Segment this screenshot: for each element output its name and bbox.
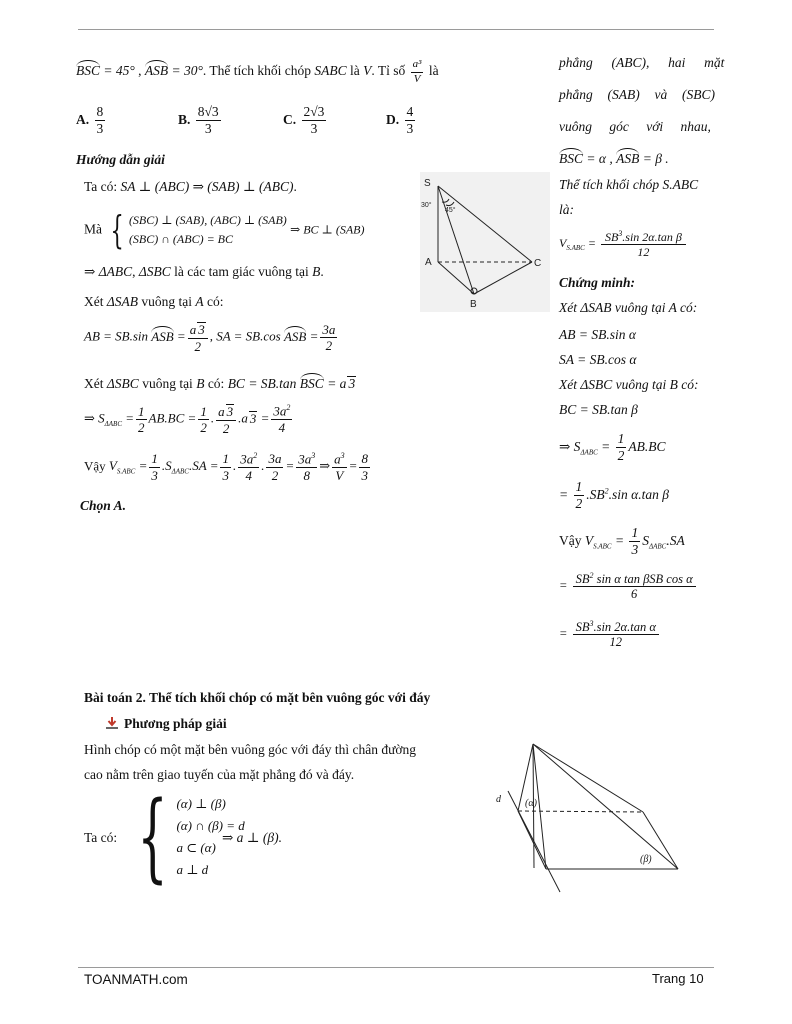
figure-1-background [420, 172, 550, 312]
footer-site[interactable]: TOANMATH.com [84, 972, 188, 987]
line-tri: ⇒ ΔABC, ΔSBC là các tam giác vuông tại B. [84, 264, 324, 279]
sys-row-4: a ⊥ d [176, 862, 209, 878]
right-p7: = $\frac{1}{2}$ $.SB^2.\sin$ α.tan β [559, 479, 669, 512]
right-p3: SA = SB.cos α [559, 352, 637, 367]
section2-title: Bài toán 2. Thể tích khối chóp có mặt bên vuông góc với đáy [84, 690, 431, 705]
right-l2: phẳng (SAB) và (SBC) [559, 87, 715, 102]
line-ma: Mà { (SBC) ⊥ (SAB), (ABC) ⊥ (SAB) (SBC) ∩ (ABC) = BC ⇒ BC ⊥ (SAB) [84, 208, 365, 253]
label-c: C [534, 258, 542, 269]
line-s: ⇒ $S_{\Delta ABC}$ = $\frac{1}{2}$ AB.BC = $\frac{1}{2}$ . $\frac{a 3}{2}$ .a 3 = $\frac{3a^2}{4}$ [84, 403, 291, 436]
label-s: S [424, 178, 431, 189]
line-ab: AB = SB.sin ASB = $\frac{a 3}{2}$ , SA = SB.cos ASB = $\frac{3a}{2}$ [84, 321, 336, 354]
sys-row-3: a ⊂ (α) [176, 840, 216, 855]
footer-rule [78, 967, 714, 968]
ma-row1: (SBC) ⊥ (SAB), (ABC) ⊥ (SAB) [128, 213, 287, 227]
answer: Chọn A. [80, 498, 127, 513]
right-l3: vuông góc với nhau, [559, 119, 711, 134]
intro-line: BSC = 45° , ASB = 30°. Thể tích khối chóp SABC là V. Tỉ số $\frac{\text{a³}}{V}$ là [76, 58, 439, 85]
right-p9: = $\frac{SB^2 \sin \alpha \tan \beta SB \cos \alpha}{6}$ [559, 572, 698, 601]
right-l5: Thể tích khối chóp S.ABC [559, 177, 699, 192]
line-taco: Ta có: SA ⊥ (ABC) ⇒ (SAB) ⊥ (ABC). [84, 179, 297, 194]
base-back-edge-hidden [518, 811, 643, 812]
section2-result: ⇒ a ⊥ (β). [222, 830, 282, 845]
pyramid-figure-2 [488, 736, 698, 896]
intro-ratio-num: a³ [411, 59, 424, 73]
right-l4: BSC = α , ASB = β . [559, 148, 669, 167]
option-b[interactable]: B. $\frac{8√3}{3}$ [178, 104, 219, 137]
section2-text1: Hình chóp có một mặt bên vuông góc với đáy thì chân đường [84, 742, 417, 757]
label-d: d [496, 794, 501, 805]
section2-text2: cao nằm trên giao tuyến của mặt phẳng đó và đáy. [84, 767, 355, 782]
label-30: 30° [421, 202, 432, 209]
ma-result: ⇒ BC ⊥ (SAB) [290, 222, 365, 237]
section2-taco: Ta có: [84, 830, 118, 845]
line-xet-sab: Xét ΔSAB vuông tại A có: [84, 294, 224, 309]
right-p4: Xét ΔSBC vuông tại B có: [559, 377, 699, 392]
ma-row2: (SBC) ∩ (ABC) = BC [128, 232, 234, 247]
line-v: Vậy $V_{S.ABC}$ = $\frac{1}{3}$ $.S_{\Delta ABC}.SA$ = $\frac{1}{3}$ . $\frac{3a^2}{4}$ . $\frac{3a}{2}$ = $\frac{3a^3}{8}$ ⇒ $\frac{a^3}{V}$ = $\frac{8}{3}$ [84, 451, 368, 483]
right-p8: Vậy $V_{S.ABC}$ = $\frac{1}{3}$ $S_{\Delta ABC}.SA$ [559, 525, 685, 558]
option-a[interactable]: A. $\frac{8}{3}$ [76, 104, 104, 137]
label-alpha: (α) [525, 798, 537, 809]
header-rule [78, 29, 714, 30]
plane-alpha-bottom [518, 811, 546, 869]
label-b: B [470, 299, 477, 310]
intro-tail: là [428, 63, 439, 79]
sys-row-1: (α) ⊥ (β) [176, 795, 226, 811]
label-beta: (β) [640, 854, 652, 865]
sys-row-2: (α) ∩ (β) = d [176, 817, 245, 833]
apex-to-back-right [533, 744, 643, 812]
line-xet-sbc: Xét ΔSBC vuông tại B có: BC = SB.tan BSC = a 3 [84, 373, 356, 392]
right-l1: phẳng (ABC), hai mặt [559, 55, 725, 70]
intro-ratio-den: V [413, 72, 421, 85]
pyramid-figure-1 [420, 172, 550, 312]
section2-system: { (α) ⊥ (β) (α) ∩ (β) = d a ⊂ (α) a ⊥ d [137, 781, 245, 893]
label-a: A [425, 257, 432, 268]
label-45: 45° [445, 207, 456, 214]
solution-heading: Hướng dẫn giải [76, 152, 165, 167]
right-p6: ⇒ $S_{\Delta ABC}$ = $\frac{1}{2}$ AB.BC [559, 431, 666, 464]
option-c[interactable]: C. $\frac{2√3}{3}$ [283, 104, 325, 137]
arrow-down-bullet-icon [106, 717, 118, 729]
right-p10: = $\frac{SB^3.\sin 2\alpha.\tan \alpha}{12}$ [559, 620, 661, 649]
option-d[interactable]: D. $\frac{4}{3}$ [386, 104, 414, 137]
apex-to-front-right [533, 744, 678, 869]
right-l6: là: [559, 202, 574, 217]
right-formula-v: $V_{S.ABC}$ = $\frac{SB^3.\sin 2\alpha.\tan \beta}{12}$ [559, 230, 688, 258]
right-p2: AB = SB.sin α [559, 327, 636, 342]
proof-heading: Chứng minh: [559, 275, 635, 290]
right-p5: BC = SB.tan β [559, 402, 638, 417]
footer-page-number: Trang 10 [652, 971, 704, 986]
right-p1: Xét ΔSAB vuông tại A có: [559, 300, 698, 315]
section2-method: Phương pháp giải [106, 717, 227, 732]
